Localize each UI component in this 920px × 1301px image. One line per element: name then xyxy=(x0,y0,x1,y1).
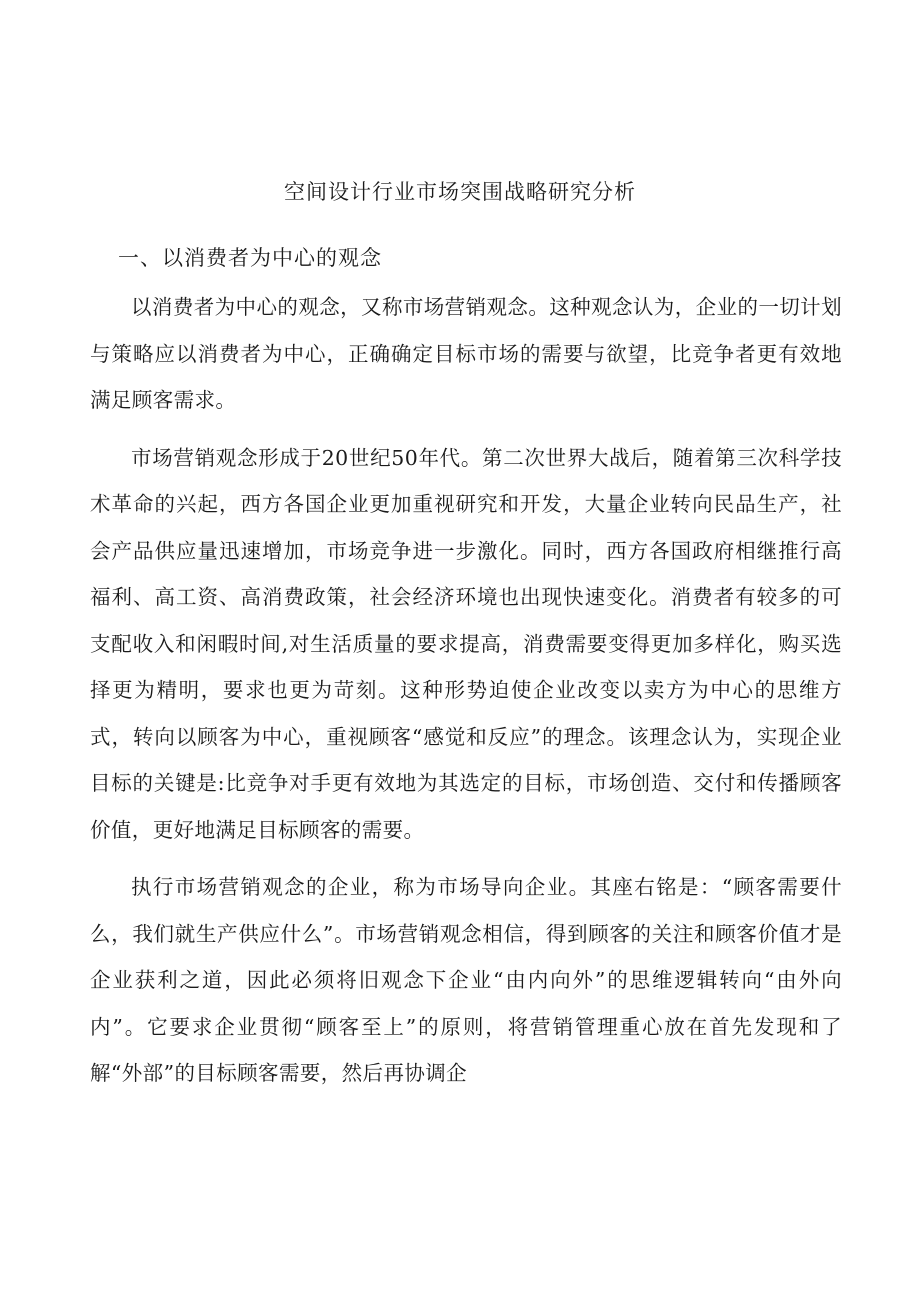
paragraph-2: 市场营销观念形成于20世纪50年代。第二次世界大战后，随着第三次科学技术革命的兴起，西方各国企业更加重视研究和开发，大量企业转向民品生产，社会产品供应量迅速增加，市场竞争进一步激化。同时，西方各国政府相继推行高福利、高工资、高消费政策，社会经济环境也出现快速变化。消费者有较多的可支配收入和闲暇时间,对生活质量的要求提高，消费需要变得更加多样化，购买选择更为精明，要求也更为苛刻。这种形势迫使企业改变以卖方为中心的思维方式，转向以顾客为中心，重视顾客“感觉和反应”的理念。该理念认为，实现企业目标的关键是:比竞争对手更有效地为其选定的目标，市场创造、交付和传播顾客价值，更好地满足目标顾客的需要。 xyxy=(90,445,842,842)
document-title: 空间设计行业市场突围战略研究分析 xyxy=(284,180,636,204)
document-body xyxy=(90,284,842,1108)
paragraph-3: 执行市场营销观念的企业，称为市场导向企业。其座右铭是：“顾客需要什么，我们就生产供应什么”。市场营销观念相信，得到顾客的关注和顾客价值才是企业获利之道，因此必须将旧观念下企业“由内向外”的思维逻辑转向“由外向内”。它要求企业贯彻“顾客至上”的原则，将营销管理重心放在首先发现和了解“外部”的目标顾客需要，然后再协调企 xyxy=(90,875,842,1085)
section-heading: 一、以消费者为中心的观念 xyxy=(118,246,382,270)
paragraph-1: 以消费者为中心的观念，又称市场营销观念。这种观念认为，企业的一切计划与策略应以消费者为中心，正确确定目标市场的需要与欲望，比竞争者更有效地满足顾客需求。 xyxy=(90,295,842,412)
